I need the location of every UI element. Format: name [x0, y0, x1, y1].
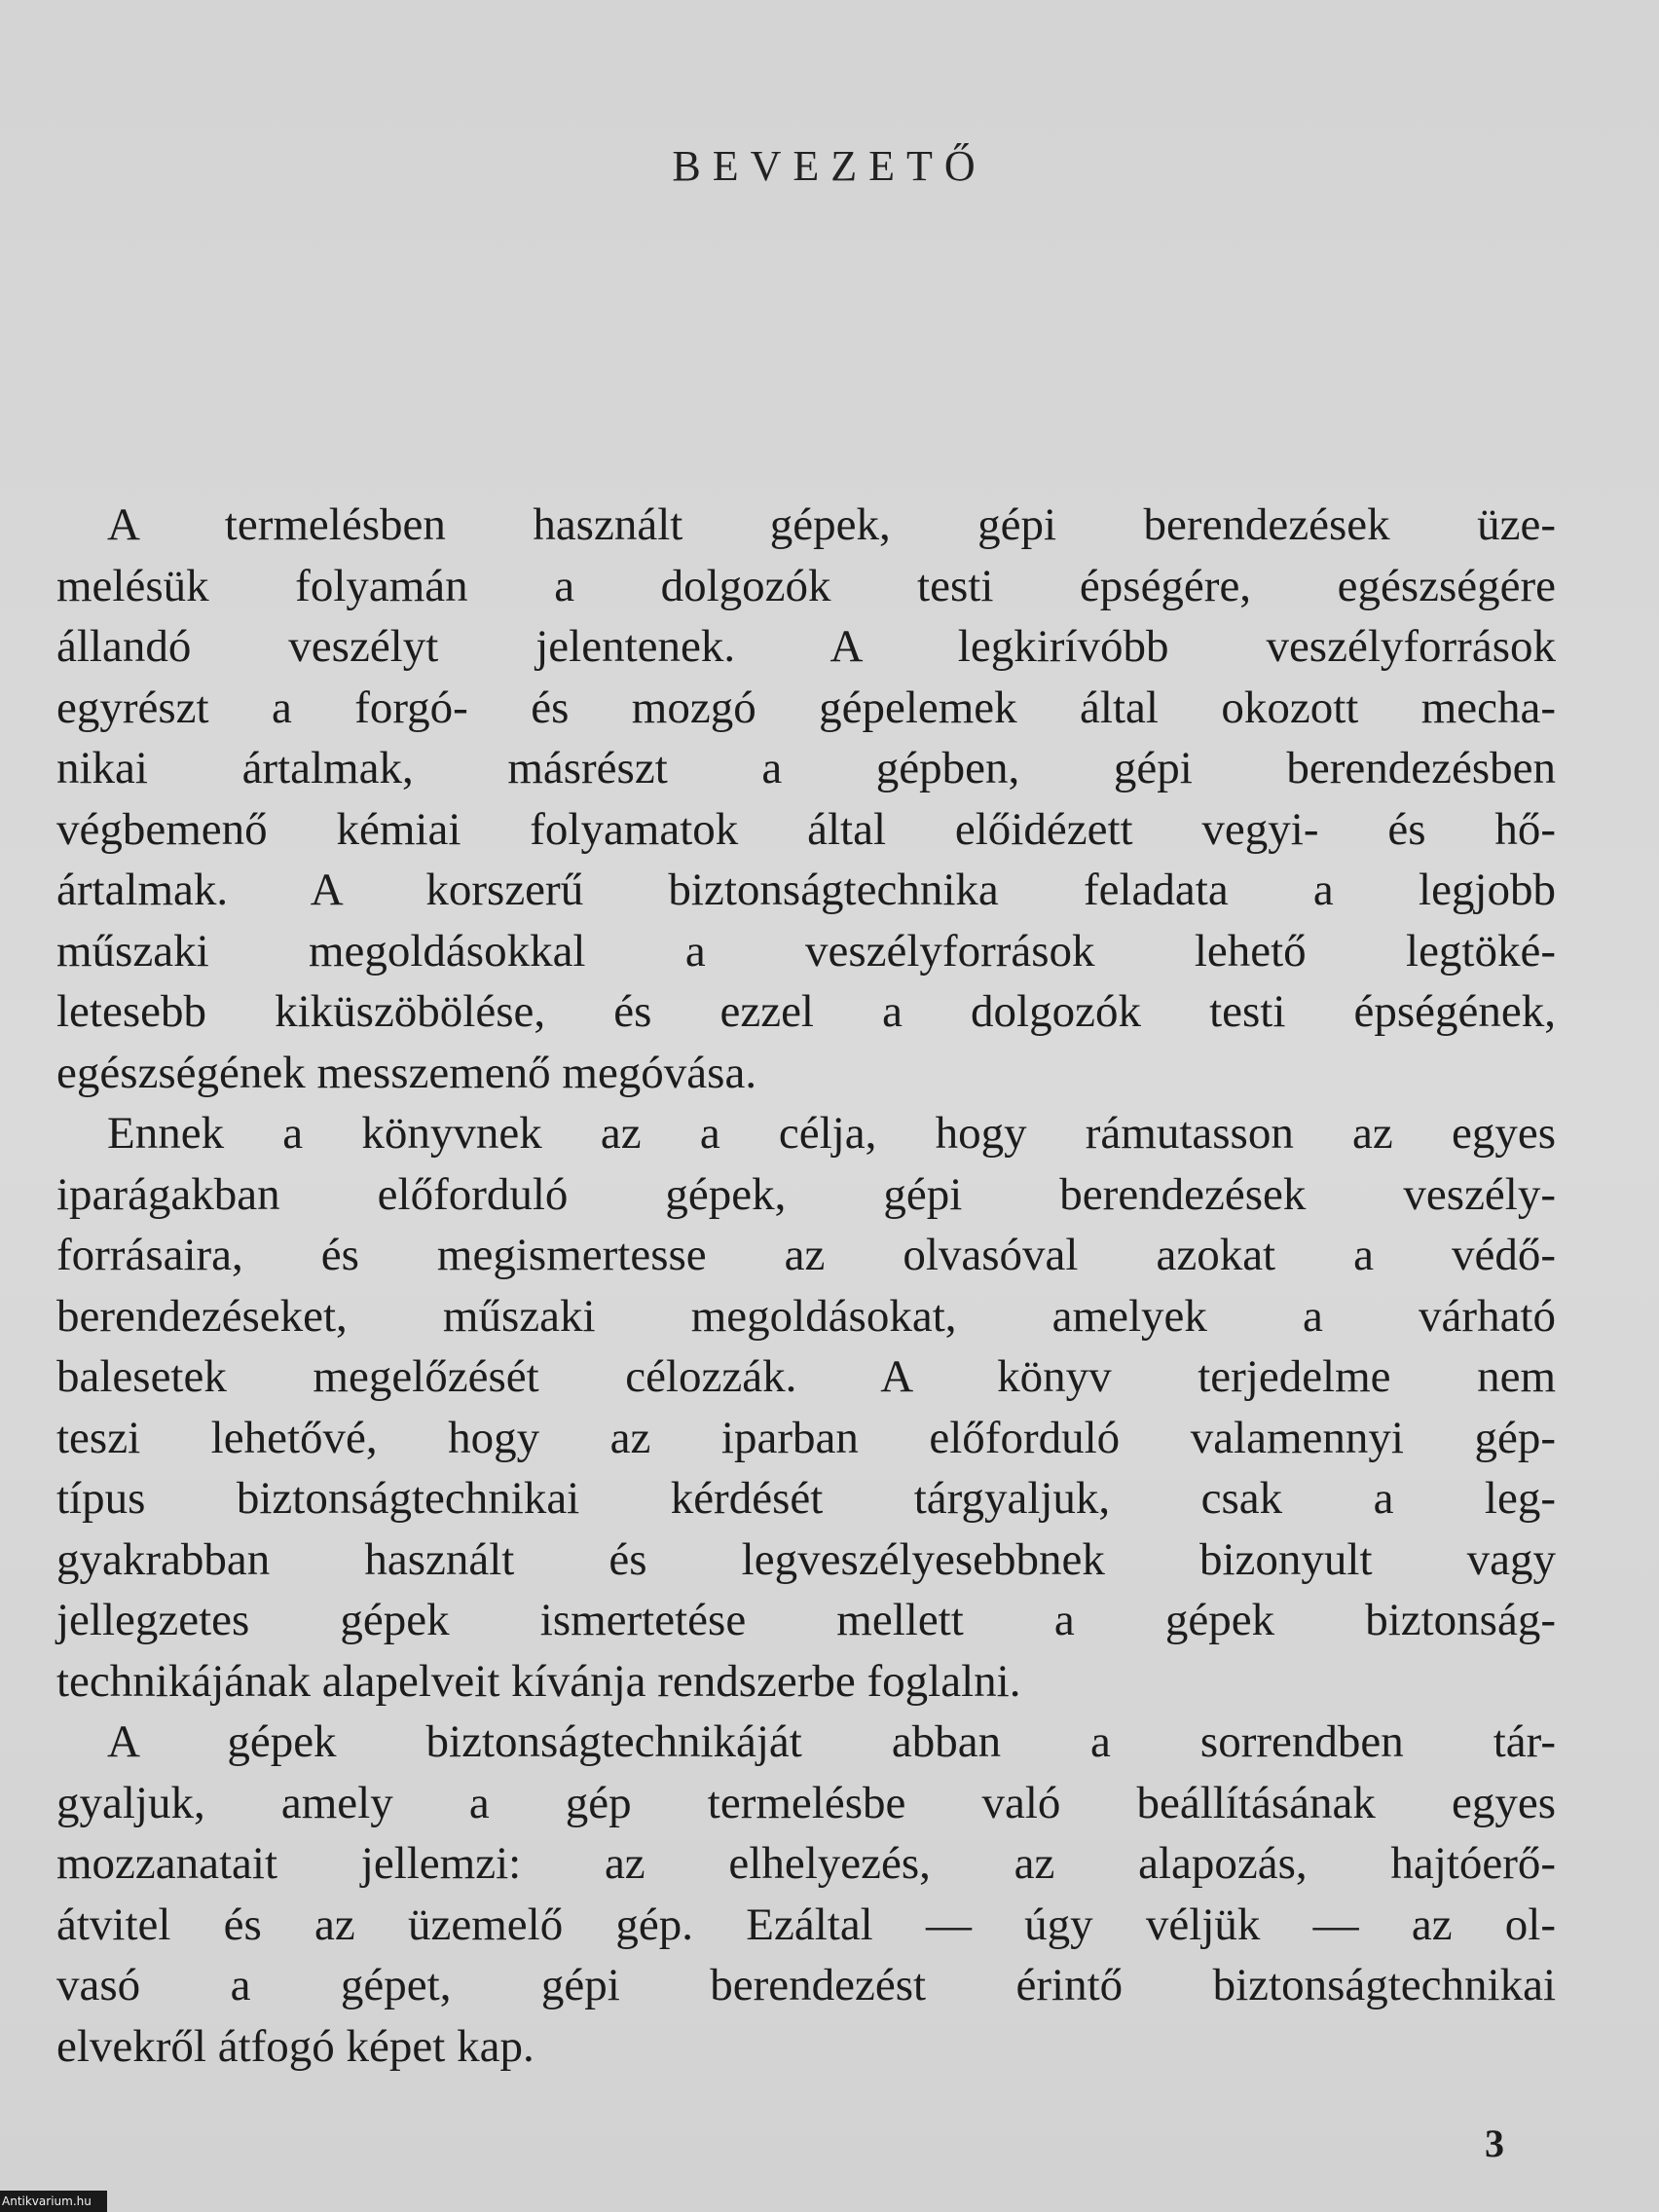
text-line: letesebb kiküszöbölése, és ezzel a dolgozók testi épségének,	[56, 986, 1556, 1037]
text-line: végbemenő kémiai folyamatok által előidézett vegyi- és hő-	[56, 803, 1556, 855]
text-line: iparágakban előforduló gépek, gépi berendezések veszély-	[56, 1168, 1556, 1220]
text-line: forrásaira, és megismertesse az olvasóval azokat a védő-	[56, 1230, 1556, 1280]
text-line: egyrészt a forgó- és mozgó gépelemek által okozott mecha-	[56, 682, 1556, 733]
text-line: teszi lehetővé, hogy az iparban előforduló valamennyi gép-	[56, 1412, 1556, 1463]
text-line: A gépek biztonságtechnikáját abban a sorrendben tár-	[107, 1716, 1556, 1767]
text-line: mozzanatait jellemzi: az elhelyezés, az alapozás, hajtóerő-	[56, 1838, 1556, 1889]
text-line: típus biztonságtechnikai kérdését tárgyaljuk, csak a leg-	[56, 1473, 1556, 1524]
chapter-title: BEVEZETŐ	[672, 142, 987, 190]
paragraph-2	[56, 1103, 1556, 1712]
text-line: egészségének messzemenő megóvása.	[56, 1047, 757, 1098]
text-line: állandó veszélyt jelentenek. A legkirívóbb veszélyforrások	[56, 621, 1556, 672]
text-line: ártalmak. A korszerű biztonságtechnika feladata a legjobb	[56, 865, 1556, 915]
text-line: műszaki megoldásokkal a veszélyforrások lehető legtöké-	[56, 925, 1556, 977]
text-line: vasó a gépet, gépi berendezést érintő biztonságtechnikai	[56, 1960, 1556, 2010]
watermark: Antikvarium.hu	[2, 2194, 92, 2208]
text-line: melésük folyamán a dolgozók testi épségére, egészségére	[56, 560, 1556, 611]
page-number: 3	[1485, 2121, 1504, 2165]
text-line: balesetek megelőzését célozzák. A könyv terjedelme nem	[56, 1351, 1556, 1402]
body-text	[56, 495, 1556, 2077]
text-line: jellegzetes gépek ismertetése mellett a gépek biztonság-	[56, 1595, 1556, 1645]
text-line: A termelésben használt gépek, gépi berendezések üze-	[107, 499, 1556, 550]
text-line: átvitel és az üzemelő gép. Ezáltal — úgy véljük — az ol-	[56, 1899, 1556, 1950]
text-line: berendezéseket, műszaki megoldásokat, amelyek a várható	[56, 1290, 1556, 1342]
text-line: Ennek a könyvnek az a célja, hogy rámutasson az egyes	[107, 1108, 1556, 1159]
text-line: nikai ártalmak, másrészt a gépben, gépi berendezésben	[56, 743, 1556, 793]
text-line: technikájának alapelveit kívánja rendszerbe foglalni.	[56, 1655, 1021, 1707]
text-line: gyaljuk, amely a gép termelésbe való beállításának egyes	[56, 1777, 1556, 1828]
paragraph-3	[56, 1712, 1556, 2077]
text-line: elvekről átfogó képet kap.	[56, 2020, 535, 2072]
text-line: gyakrabban használt és legveszélyesebbnek bizonyult vagy	[56, 1533, 1556, 1585]
paragraph-1	[56, 495, 1556, 1103]
